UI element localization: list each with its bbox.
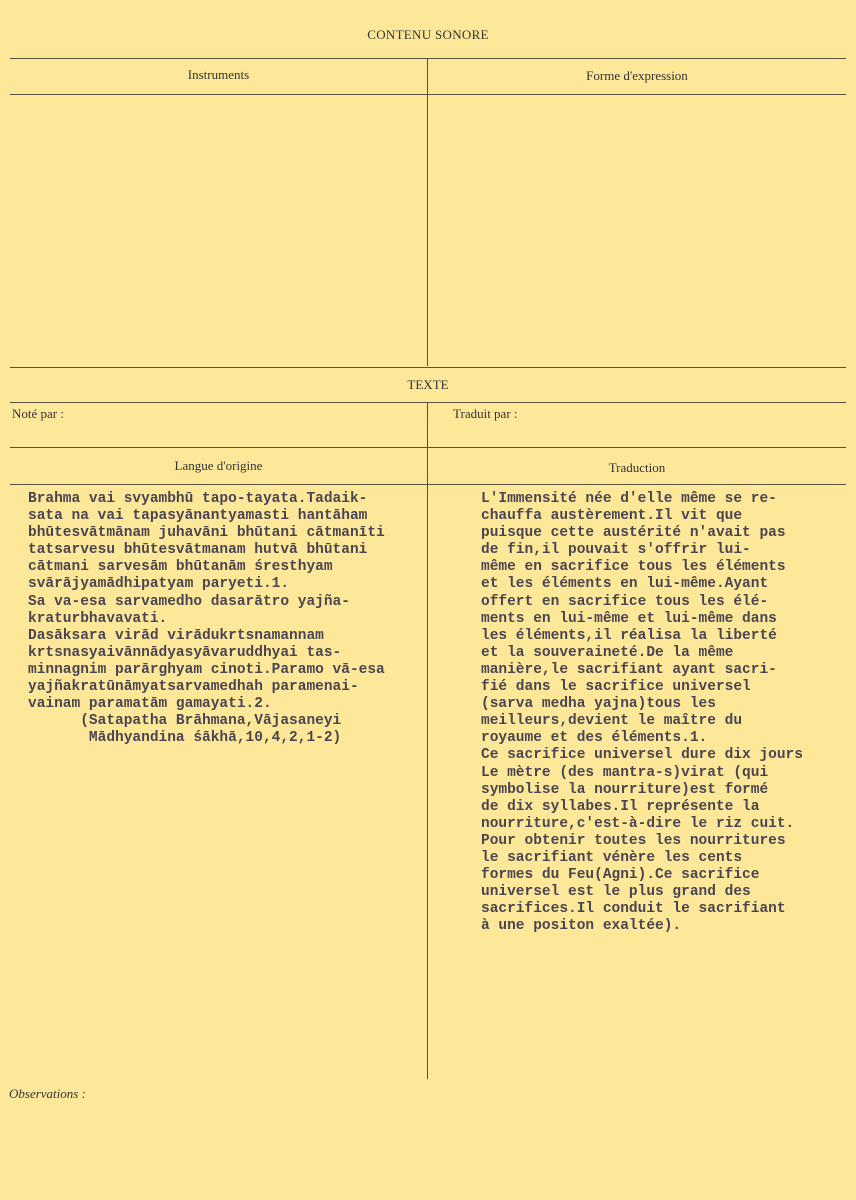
original-text-line: sata na vai tapasyānantyamasti hantāham	[28, 508, 368, 525]
original-text-line: Sa va-esa sarvamedho dasarātro yajña-	[28, 593, 350, 610]
original-text-line: minnagnim parārghyam cinoti.Paramo vā-esa	[28, 661, 385, 678]
original-text-line: svārājyamādhipatyam paryeti.1.	[28, 576, 290, 593]
original-text-line: Mādhyandina śākhā,10,4,2,1-2)	[28, 730, 342, 747]
translation-text-line: sacrifices.Il conduit le sacrifiant	[481, 901, 786, 918]
rule-fields	[10, 447, 846, 448]
translation-text-line: le sacrifiant vénère les cents	[481, 849, 743, 866]
translation-text-line: nourriture,c'est-à-dire le riz cuit.	[481, 815, 795, 832]
original-text-line: kraturbhavavati.	[28, 610, 168, 627]
original-text-line: krtsnasyaivānnādyasyāvaruddhyai tas-	[28, 644, 342, 661]
original-text-line: vainam paramatām gamayati.2.	[28, 696, 272, 713]
translation-text-line: meilleurs,devient le maître du	[481, 713, 743, 730]
translation-text-line: puisque cette austérité n'avait pas	[481, 525, 786, 542]
rule-under-text-headers	[10, 484, 846, 485]
translation-text	[481, 491, 803, 935]
translation-text-line: offert en sacrifice tous les élé-	[481, 593, 769, 610]
column-header-instruments: Instruments	[187, 67, 250, 82]
column-header-forme: Forme d'expression	[586, 68, 688, 83]
divider-contenu-sonore	[427, 58, 428, 366]
original-text-line: tatsarvesu bhūtesvātmanam hutvā bhūtani	[28, 542, 368, 559]
original-text-line: cātmani sarvesām bhūtanām śresthyam	[28, 559, 333, 576]
translation-text-line: L'Immensité née d'elle même se re-	[481, 491, 777, 507]
rule-end-contenu-sonore	[10, 367, 846, 368]
translation-text-line: de fin,il pouvait s'offrir lui-	[481, 542, 751, 559]
divider-texte	[427, 447, 428, 1079]
original-text-line: Brahma vai svyambhū tapo-tayata.Tadaik-	[28, 491, 368, 507]
divider-fields	[427, 402, 428, 447]
translation-text-line: Ce sacrifice universel dure dix jours	[481, 747, 803, 764]
rule-under-headers	[10, 94, 846, 95]
translation-text-line: de dix syllabes.Il représente la	[481, 798, 760, 815]
translation-text-line: symbolise la nourriture)est formé	[481, 781, 769, 798]
translation-text-line: manière,le sacrifiant ayant sacri-	[481, 661, 777, 678]
rule-texte	[10, 402, 846, 403]
translation-text-line: formes du Feu(Agni).Ce sacrifice	[481, 867, 760, 884]
column-header-langue: Langue d'origine	[174, 458, 263, 473]
translation-text-line: à une positon exaltée).	[481, 918, 682, 935]
note-par-label: Noté par :	[12, 406, 64, 421]
original-text-line: bhūtesvātmānam juhavāni bhūtani cātmanīti	[28, 525, 385, 542]
translation-text-line: fié dans le sacrifice universel	[481, 679, 751, 696]
observations-label: Observations :	[9, 1086, 86, 1101]
translation-text-line: ments en lui-même et lui-même dans	[481, 610, 777, 627]
original-text-line: yajñakratūnāmyatsarvamedhah paramenai-	[28, 679, 359, 696]
original-text-line: (Satapatha Brāhmana,Vājasaneyi	[28, 713, 342, 730]
translation-text-line: chauffa austèrement.Il vit que	[481, 508, 743, 525]
translation-text-line: Le mètre (des mantra-s)virat (qui	[481, 764, 769, 781]
translation-text-line: Pour obtenir toutes les nourritures	[481, 832, 786, 849]
original-text	[28, 491, 385, 747]
translation-text-line: (sarva medha yajna)tous les	[481, 696, 716, 713]
translation-text-line: universel est le plus grand des	[481, 884, 751, 901]
translation-text-line: même en sacrifice tous les éléments	[481, 559, 786, 576]
translation-text-line: royaume et des éléments.1.	[481, 730, 708, 747]
column-header-traduction: Traduction	[608, 460, 666, 475]
rule-top	[10, 58, 846, 59]
translation-text-line: et les éléments en lui-même.Ayant	[481, 576, 769, 593]
section-title-contenu-sonore: CONTENU SONORE	[367, 27, 489, 42]
section-title-texte: TEXTE	[407, 377, 449, 392]
translation-text-line: et la souveraineté.De la même	[481, 644, 734, 661]
traduit-par-label: Traduit par :	[453, 406, 518, 421]
original-text-line: Dasāksara virād virādukrtsnamannam	[28, 627, 324, 644]
translation-text-line: les éléments,il réalisa la liberté	[481, 627, 777, 644]
